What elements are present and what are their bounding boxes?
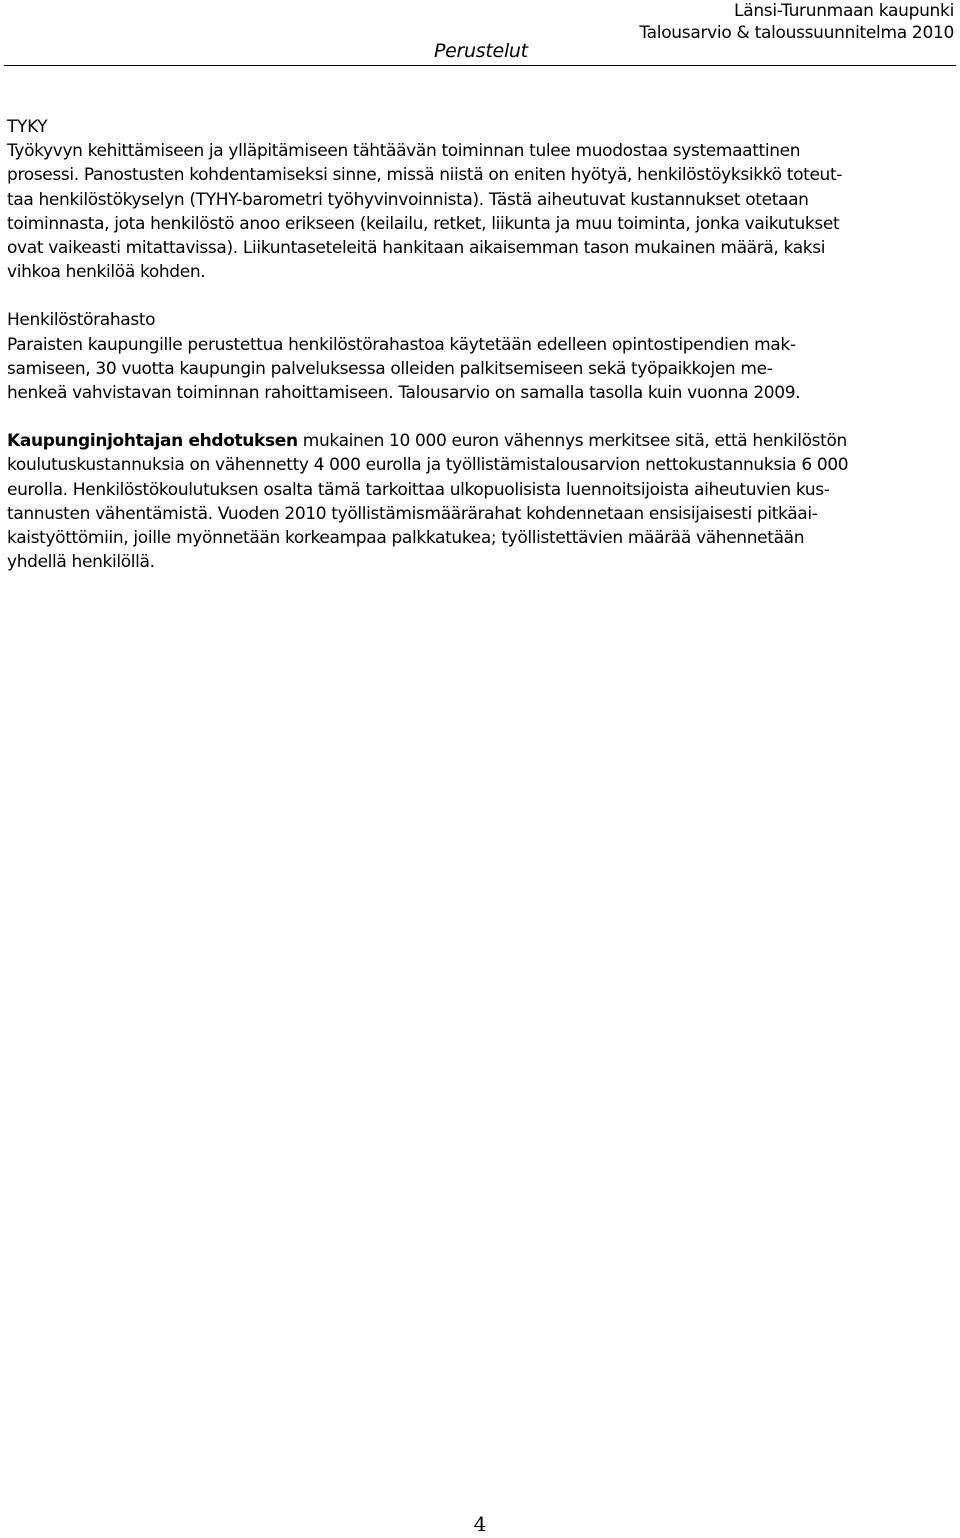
page-number: 4 xyxy=(473,1512,487,1536)
proposal-bold-lead: Kaupunginjohtajan ehdotuksen xyxy=(7,431,298,452)
fund-line: Paraisten kaupungille perustettua henkilöstörahastoa käytetään edelleen opintostipendien mak- xyxy=(7,334,796,355)
tyky-line: prosessi. Panostusten kohdentamiseksi sinne, missä niistä on eniten hyötyä, henkilöstöyksikkö toteut- xyxy=(7,165,843,186)
proposal-line: tannusten vähentämistä. Vuoden 2010 työllistämismäärärahat kohdennetaan ensisijaisesti pitkäai- xyxy=(7,503,818,524)
proposal-first-line xyxy=(7,429,847,453)
page-header xyxy=(0,0,960,66)
proposal-section xyxy=(7,429,953,574)
organization-name: Länsi-Turunmaan kaupunki xyxy=(734,1,954,21)
fund-heading: Henkilöstörahasto xyxy=(7,310,156,331)
proposal-line: koulutuskustannuksia on vähennetty 4 000 eurolla ja työllistämistalousarvion nettokustannuksia 6 000 xyxy=(7,455,849,476)
fund-section xyxy=(7,308,953,405)
fund-line: samiseen, 30 vuotta kaupungin palveluksessa olleiden palkitsemiseen sekä työpaikkojen me- xyxy=(7,358,773,379)
tyky-line: toiminnasta, jota henkilöstö anoo erikseen (keilailu, retket, liikunta ja muu toiminta, jonka vaikutukset xyxy=(7,213,840,234)
fund-line: henkeä vahvistavan toiminnan rahoittamiseen. Talousarvio on samalla tasolla kuin vuonna 2009. xyxy=(7,383,801,404)
tyky-section xyxy=(7,115,953,284)
proposal-line: eurolla. Henkilöstökoulutuksen osalta tämä tarkoittaa ulkopuolisista luennoitsijoista aiheutuvien kus- xyxy=(7,479,830,500)
tyky-line: Työkyvyn kehittämiseen ja ylläpitämiseen tähtäävän toiminnan tulee muodostaa systemaattinen xyxy=(7,141,801,162)
header-info xyxy=(639,0,954,44)
proposal-first-line-rest: mukainen 10 000 euron vähennys merkitsee sitä, että henkilöstön xyxy=(297,431,847,452)
proposal-line: yhdellä henkilöllä. xyxy=(7,552,155,573)
page-content xyxy=(7,115,953,598)
tyky-line: vihkoa henkilöä kohden. xyxy=(7,262,206,283)
document-title: Talousarvio & taloussuunnitelma 2010 xyxy=(639,23,954,43)
header-divider xyxy=(4,65,956,66)
tyky-heading: TYKY xyxy=(7,117,48,137)
tyky-line: ovat vaikeasti mitattavissa). Liikuntaseteleitä hankitaan aikaisemman tason mukainen määrä, kaksi xyxy=(7,238,826,259)
section-title: Perustelut xyxy=(434,40,528,62)
tyky-line: taa henkilöstökyselyn (TYHY-barometri työhyvinvoinnista). Tästä aiheutuvat kustannukset otetaan xyxy=(7,189,809,210)
proposal-line: kaistyöttömiin, joille myönnetään korkeampaa palkkatukea; työllistettävien määrää vähennetään xyxy=(7,528,805,549)
